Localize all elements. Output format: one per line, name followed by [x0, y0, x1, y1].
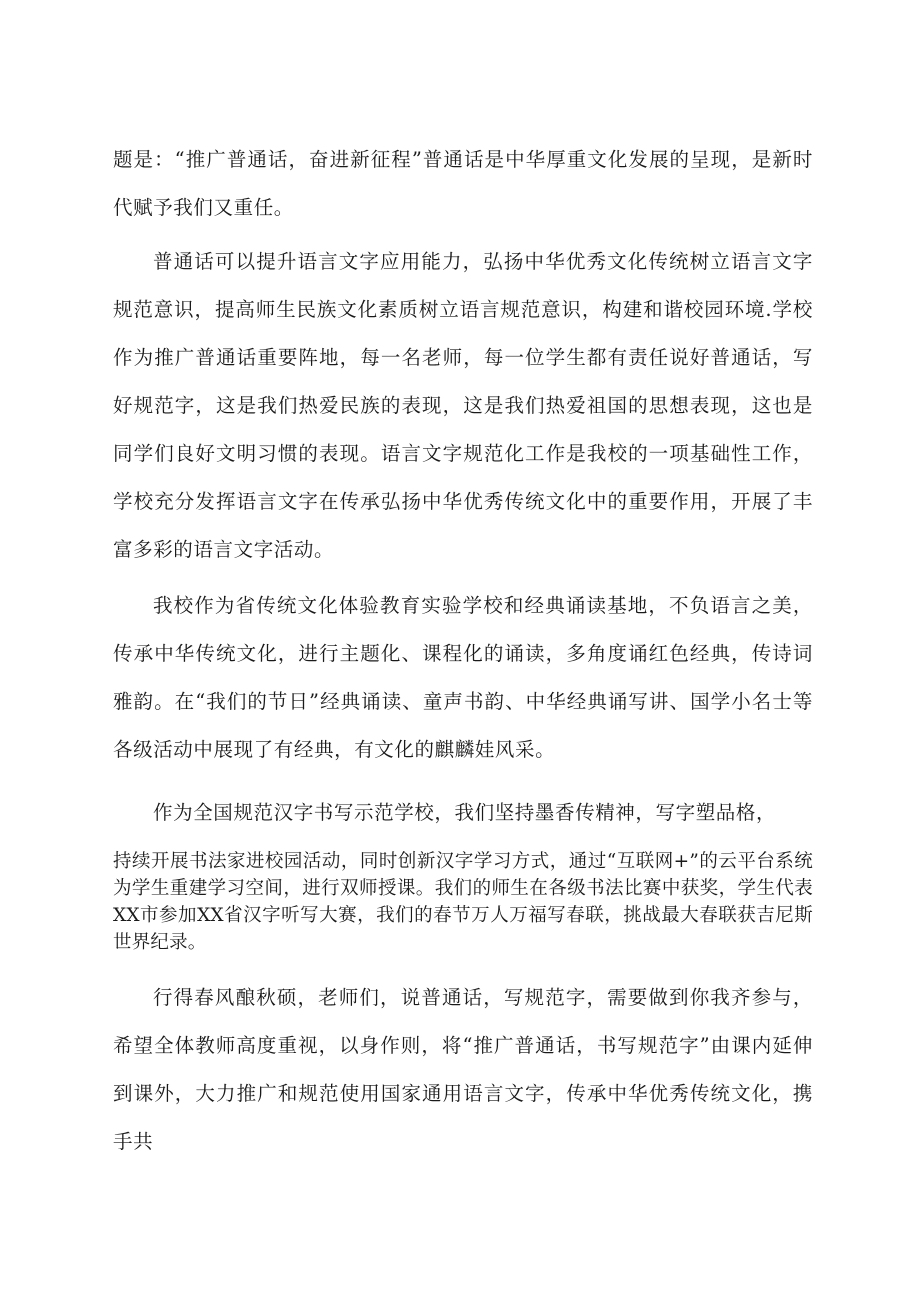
paragraph-calligraphy-activities: 持续开展书法家进校园活动，同时创新汉字学习方式，通过“互联网+”的云平台系统为学生重建学习空间，进行双师授课。我们的师生在各级书法比赛中获奖，学生代表XX市参加XX省汉字听写大赛，我们的春节万人万福写春联，挑战最大春联获吉尼斯世界纪录。 [113, 851, 813, 953]
paragraph-continuation: 题是：“推广普通话，奋进新征程”普通话是中华厚重文化发展的呈现，是新时代赋予我们又重任。 [113, 148, 813, 219]
paragraph-closing-appeal: 行得春风酿秋硕，老师们，说普通话，写规范字，需要做到你我齐参与，希望全体教师高度重视，以身作则，将“推广普通话，书写规范字”由课内延伸到课外，大力推广和规范使用国家通用语言文字，传承中华优秀传统文化，携手共 [113, 986, 813, 1153]
paragraph-classics-reading: 我校作为省传统文化体验教育实验学校和经典诵读基地，不负语言之美，传承中华传统文化，进行主题化、课程化的诵读，多角度诵红色经典，传诗词雅韵。在“我们的节日”经典诵读、童声书韵、中华经典诵写讲、国学小名士等各级活动中展现了有经典，有文化的麒麟娃风采。 [113, 594, 813, 761]
paragraph-mandarin-importance: 普通话可以提升语言文字应用能力，弘扬中华优秀文化传统树立语言文字规范意识，提高师生民族文化素质树立语言规范意识，构建和谐校园环境.学校作为推广普通话重要阵地，每一名老师，每一位学生都有责任说好普通话，写好规范字，这是我们热爱民族的表现，这是我们热爱祖国的思想表现，这也是同学们良好文明习惯的表现。语言文字规范化工作是我校的一项基础性工作，学校充分发挥语言文字在传承弘扬中华优秀传统文化中的重要作用，开展了丰富多彩的语言文字活动。 [113, 250, 813, 561]
paragraph-calligraphy-intro: 作为全国规范汉字书写示范学校，我们坚持墨香传精神，写字塑品格， [153, 801, 777, 824]
